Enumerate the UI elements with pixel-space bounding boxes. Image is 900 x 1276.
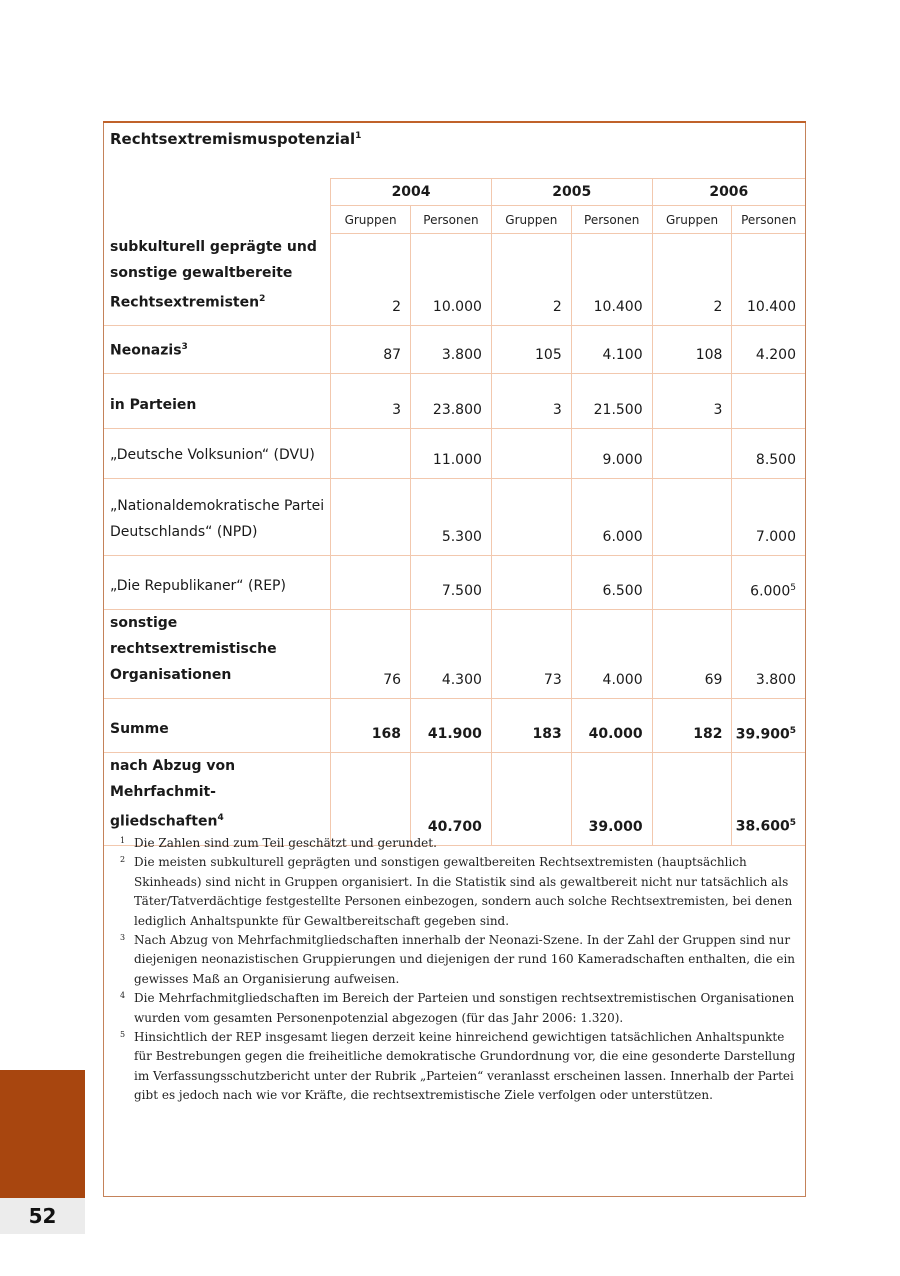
year-header-row [104, 179, 805, 206]
row-label [104, 610, 331, 699]
cell-value: 4.200 [755, 347, 796, 364]
footnote [120, 931, 796, 989]
row-label [104, 234, 331, 326]
cell-value: 73 [543, 672, 562, 689]
cell-footnote-mark: 5 [790, 582, 796, 593]
table-cell [732, 753, 805, 846]
cell-value: 40.700 [427, 818, 482, 835]
footnote-number: 4 [120, 991, 126, 1001]
footnote [120, 1028, 796, 1106]
table-cell [732, 479, 805, 556]
table-cell [652, 610, 732, 699]
row-label-line: subkulturell geprägte und [110, 238, 317, 255]
cell-value: 39.900 [735, 726, 790, 743]
footnote-number: 5 [120, 1030, 126, 1040]
table-row [104, 374, 805, 429]
table-cell [491, 326, 571, 374]
cell-footnote-mark: 5 [789, 725, 796, 736]
cell-value: 183 [532, 726, 562, 743]
table-cell [652, 374, 732, 429]
cell-value: 6.000 [750, 583, 791, 600]
title-text: Rechtsextremismuspotenzial [110, 130, 356, 148]
table-cell [331, 753, 411, 846]
header-spacer [104, 179, 331, 206]
table-row [104, 753, 805, 846]
row-label-line: „Nationaldemokratische Partei [110, 498, 325, 515]
cell-footnote-mark: 5 [789, 818, 796, 829]
table-cell [571, 234, 652, 326]
table-row [104, 234, 805, 326]
footnote-text: Die meisten subkulturell geprägten und sonstigen gewaltbereiten Rechtsextremisten (hauptsächlich Skinheads) sind nicht in Gruppen organisiert. In die Statistik sind als gewaltbereit nicht nur tatsächlich als Täter/Tatverdächtige festgestellte Personen einbezogen, sondern auch solche Rechtsextremisten, bei denen lediglich Anhaltspunkte für Gewaltbereitschaft gegeben sind. [134, 855, 793, 928]
cell-value: 4.300 [441, 672, 482, 689]
chapter-tab [0, 1070, 85, 1198]
cell-value: 76 [383, 672, 402, 689]
table-cell [652, 753, 732, 846]
subheader-gruppen-2006: Gruppen [652, 206, 732, 234]
table-cell [411, 610, 492, 699]
row-label [104, 699, 331, 753]
cell-value: 2 [552, 299, 562, 316]
footnote-text: Nach Abzug von Mehrfachmitgliedschaften innerhalb der Neonazi-Szene. In der Zahl der Gruppen sind nur diejenigen neonazistischen Gruppierungen und diejenigen der rund 160 Kameradschaften enthalten, die ein gewisses Maß an Organisierung aufweisen. [134, 933, 796, 986]
row-label [104, 374, 331, 429]
table-cell [571, 479, 652, 556]
table-row [104, 556, 805, 610]
cell-value: 8.500 [755, 452, 796, 469]
page-number: 52 [0, 1198, 85, 1234]
footnotes [120, 834, 796, 1106]
cell-value: 7.000 [755, 529, 796, 546]
table-cell [331, 556, 411, 610]
subheader-spacer [104, 206, 331, 234]
footnote-text: Hinsichtlich der REP insgesamt liegen derzeit keine hinreichend gewichtigen tatsächlichen Anhaltspunkte für Bestrebungen gegen die freiheitliche demokratische Grundordnung vor, die eine gesonderte Darstellung im Verfassungsschutzbericht unter der Rubrik „Parteien“ veranlasst erscheinen lassen. Innerhalb der Partei gibt es jedoch nach wie vor Kräfte, die rechtsextremistische Ziele verfolgen oder unterstützen. [134, 1030, 796, 1103]
table-cell [571, 374, 652, 429]
row-label-line: „Die Republikaner“ (REP) [110, 578, 286, 595]
table-cell [652, 479, 732, 556]
cell-value: 168 [371, 726, 402, 743]
row-footnote-mark: 3 [181, 341, 188, 352]
table-row [104, 610, 805, 699]
cell-value: 23.800 [432, 402, 482, 419]
row-label-line: Rechtsextremisten [110, 294, 260, 311]
table-cell [652, 699, 732, 753]
cell-value: 21.500 [593, 402, 643, 419]
table-cell [491, 374, 571, 429]
row-label-line: Summe [110, 721, 169, 738]
cell-value: 3.800 [755, 672, 796, 689]
row-label-line: Neonazis [110, 342, 182, 359]
table-cell [732, 326, 805, 374]
row-label-line: Organisationen [110, 667, 232, 684]
year-2005-header: 2005 [491, 179, 652, 206]
table-cell [491, 610, 571, 699]
table-cell [411, 479, 492, 556]
subheader-personen-2004: Personen [411, 206, 492, 234]
row-label-line: sonstige gewaltbereite [110, 264, 293, 281]
table-cell [571, 753, 652, 846]
cell-value: 4.000 [602, 672, 643, 689]
cell-value: 4.100 [602, 347, 643, 364]
table-cell [411, 699, 492, 753]
table-frame [103, 121, 806, 1197]
table-cell [732, 699, 805, 753]
table-cell [652, 326, 732, 374]
table-cell [411, 234, 492, 326]
cell-value: 69 [704, 672, 723, 689]
subheader-gruppen-2005: Gruppen [491, 206, 571, 234]
cell-value: 10.400 [747, 299, 796, 316]
table-cell [652, 234, 732, 326]
row-label-line: in Parteien [110, 397, 197, 414]
footnote [120, 834, 796, 853]
table-cell [331, 610, 411, 699]
cell-value: 2 [713, 299, 723, 316]
cell-value: 3 [392, 402, 402, 419]
table-cell [411, 374, 492, 429]
table-cell [491, 479, 571, 556]
subheader-personen-2006: Personen [732, 206, 805, 234]
table-cell [571, 610, 652, 699]
cell-value: 2 [392, 299, 402, 316]
cell-value: 9.000 [602, 452, 643, 469]
table-cell [571, 326, 652, 374]
cell-value: 3 [713, 402, 723, 419]
table-cell [652, 429, 732, 479]
cell-value: 10.000 [432, 299, 482, 316]
row-label [104, 556, 331, 610]
cell-value: 40.000 [588, 726, 643, 743]
table-cell [732, 556, 805, 610]
table-cell [732, 374, 805, 429]
row-label-line: nach Abzug von Mehrfachmit- [110, 758, 236, 801]
table-cell [331, 699, 411, 753]
table-cell [411, 753, 492, 846]
table-body [104, 179, 805, 846]
cell-value: 105 [535, 347, 562, 364]
table-row [104, 429, 805, 479]
table-cell [571, 429, 652, 479]
table-cell [491, 234, 571, 326]
year-2004-header: 2004 [331, 179, 492, 206]
statistics-table [104, 178, 805, 846]
table-cell [571, 556, 652, 610]
cell-value: 41.900 [427, 726, 482, 743]
table-cell [331, 374, 411, 429]
table-row [104, 479, 805, 556]
cell-value: 182 [693, 726, 723, 743]
cell-value: 10.400 [593, 299, 643, 316]
row-label-line: gliedschaften [110, 813, 218, 830]
cell-value: 7.500 [441, 583, 482, 600]
row-label [104, 326, 331, 374]
table-cell [331, 234, 411, 326]
table-cell [411, 556, 492, 610]
cell-value: 39.000 [588, 818, 643, 835]
cell-value: 38.600 [735, 818, 790, 835]
row-footnote-mark: 4 [217, 813, 224, 824]
table-cell [491, 753, 571, 846]
cell-value: 6.500 [602, 583, 643, 600]
table-cell [571, 699, 652, 753]
footnote-number: 2 [120, 855, 126, 865]
row-label [104, 753, 331, 846]
cell-value: 108 [695, 347, 723, 364]
table-cell [732, 610, 805, 699]
table-cell [652, 556, 732, 610]
row-footnote-mark: 2 [259, 293, 266, 304]
table-row [104, 699, 805, 753]
row-label-line: „Deutsche Volksunion“ (DVU) [110, 447, 315, 464]
table-cell [411, 429, 492, 479]
row-label [104, 479, 331, 556]
title-footnote-mark: 1 [355, 131, 362, 141]
footnote-number: 1 [120, 836, 126, 845]
subheader-gruppen-2004: Gruppen [331, 206, 411, 234]
table-cell [491, 699, 571, 753]
footnote [120, 853, 796, 931]
cell-value: 11.000 [432, 452, 482, 469]
table-cell [491, 429, 571, 479]
footnote [120, 989, 796, 1028]
footnote-number: 3 [120, 933, 126, 943]
year-2006-header: 2006 [652, 179, 805, 206]
table-cell [331, 479, 411, 556]
table-cell [491, 556, 571, 610]
cell-value: 3.800 [441, 347, 482, 364]
table-title [110, 130, 361, 148]
table-cell [732, 234, 805, 326]
footnote-text: Die Zahlen sind zum Teil geschätzt und gerundet. [134, 836, 437, 850]
cell-value: 5.300 [441, 529, 482, 546]
table-cell [732, 429, 805, 479]
cell-value: 6.000 [602, 529, 643, 546]
table-row [104, 326, 805, 374]
cell-value: 87 [383, 347, 402, 364]
table-cell [331, 429, 411, 479]
cell-value: 3 [552, 402, 562, 419]
row-label-line: sonstige rechtsextremistische [110, 615, 277, 658]
subheader-personen-2005: Personen [571, 206, 652, 234]
table-cell [411, 326, 492, 374]
footnote-text: Die Mehrfachmitgliedschaften im Bereich der Parteien und sonstigen rechtsextremistischen Organisationen wurden vom gesamten Personenpotenzial abgezogen (für das Jahr 2006: 1.320). [134, 991, 795, 1025]
table-cell [331, 326, 411, 374]
row-label-line: Deutschlands“ (NPD) [110, 524, 258, 541]
subheader-row [104, 206, 805, 234]
row-label [104, 429, 331, 479]
